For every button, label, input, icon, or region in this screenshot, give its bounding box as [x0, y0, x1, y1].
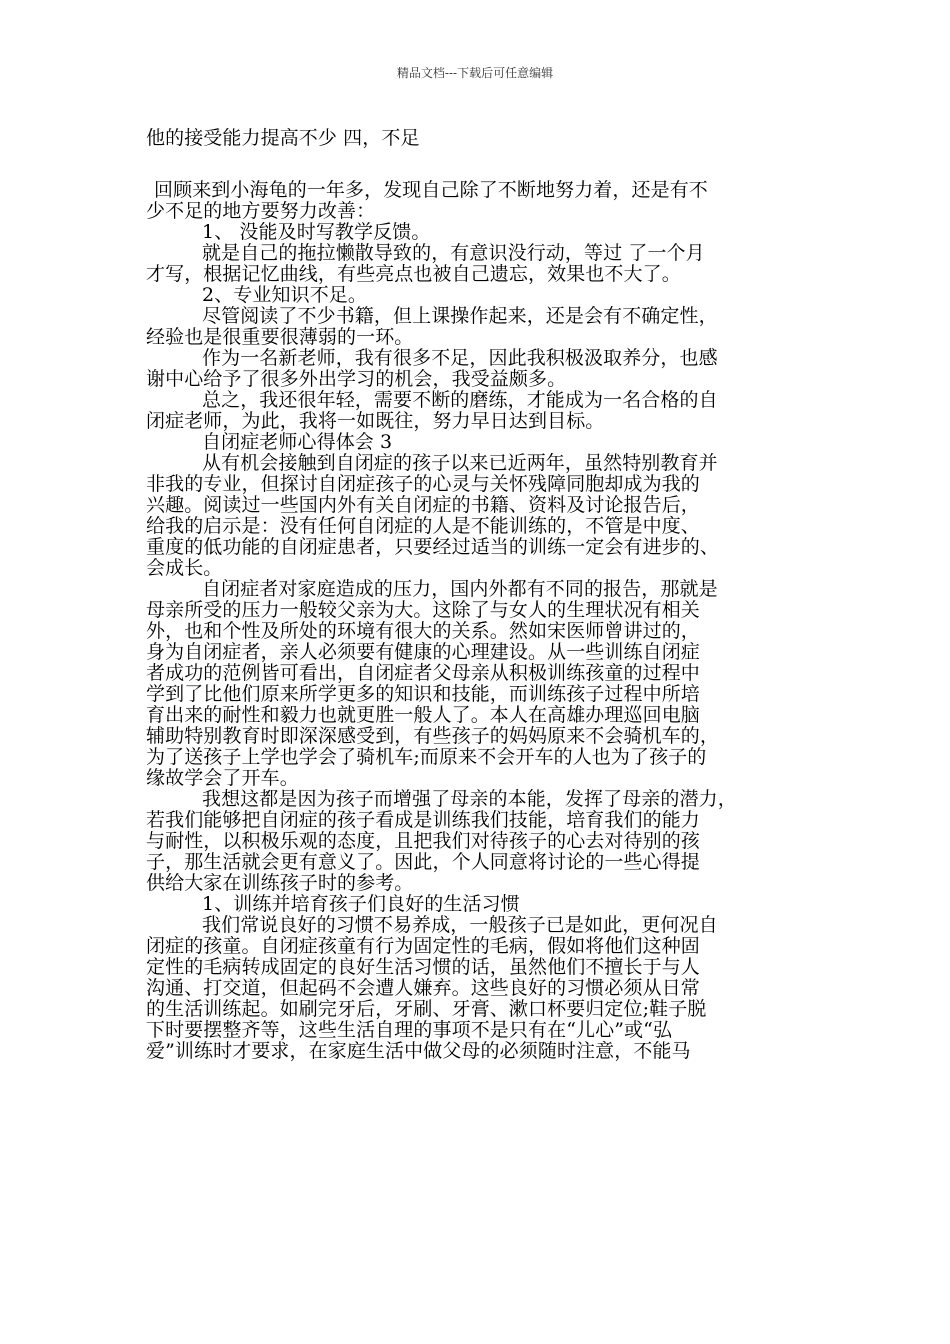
text-line: 与耐性，以积极乐观的态度，且把我们对待孩子的心去对待别的孩: [146, 830, 700, 852]
text-line: 闭症的孩童。自闭症孩童有行为固定性的毛病，假如将他们这种固: [146, 935, 700, 957]
text-line: 少不足的地方要努力改善：: [146, 200, 376, 222]
text-line: 缘故学会了开车。: [146, 767, 299, 789]
text-line: 重度的低功能的自闭症患者，只要经过适当的训练一定会有进步的、: [146, 536, 720, 558]
text-line: 谢中心给予了很多外出学习的机会，我受益颇多。: [146, 368, 567, 390]
text-line: 爱”训练时才要求，在家庭生活中做父母的必须随时注意，不能马: [146, 1040, 691, 1062]
text-line: 才写，根据记忆曲线，有些亮点也被自己遗忘，效果也不大了。: [146, 263, 681, 285]
text-line: 从有机会接触到自闭症的孩子以来已近两年，虽然特别教育并: [202, 452, 718, 474]
text-line: 沟通、打交道，但起码不会遭人嫌弃。这些良好的习惯必须从日常: [146, 977, 700, 999]
text-line: 的生活训练起。如刷完牙后，牙刷、牙膏、漱口杯要归定位;鞋子脱: [146, 998, 707, 1020]
text-line: 供给大家在训练孩子时的参考。: [146, 872, 414, 894]
text-line: 1、 没能及时写教学反馈。: [202, 221, 431, 243]
text-line: 总之，我还很年轻，需要不断的磨练，才能成为一名合格的自: [202, 389, 718, 411]
text-line: 闭症老师，为此，我将一如既往，努力早日达到目标。: [146, 410, 605, 432]
text-line: 自闭症者对家庭造成的压力，国内外都有不同的报告，那就是: [202, 578, 718, 600]
text-line: 若我们能够把自闭症的孩子看成是训练我们技能，培育我们的能力: [146, 809, 700, 831]
text-line: 经验也是很重要很薄弱的一环。: [146, 326, 414, 348]
text-line: 我们常说良好的习惯不易养成，一般孩子已是如此，更何况自: [202, 914, 718, 936]
text-line: 给我的启示是：没有任何自闭症的人是不能训练的，不管是中度、: [146, 515, 700, 537]
text-line: 1、训练并培育孩子们良好的生活习惯: [202, 893, 520, 915]
text-line: 学到了比他们原来所学更多的知识和技能，而训练孩子过程中所培: [146, 683, 700, 705]
text-line: 为了送孩子上学也学会了骑机车;而原来不会开车的人也为了孩子的: [146, 746, 707, 768]
text-line: 定性的毛病转成固定的良好生活习惯的话，虽然他们不擅长于与人: [146, 956, 700, 978]
text-line: 育出来的耐性和毅力也就更胜一般人了。本人在高雄办理巡回电脑: [146, 704, 700, 726]
page-header: 精品文档---下载后可任意编辑: [396, 66, 554, 80]
text-line: 尽管阅读了不少书籍，但上课操作起来，还是会有不确定性，: [202, 305, 718, 327]
text-line: 就是自己的拖拉懒散导致的，有意识没行动，等过 了一个月: [202, 242, 705, 264]
text-line: 他的接受能力提高不少 四，不足: [146, 127, 420, 149]
text-line: 作为一名新老师，我有很多不足，因此我积极汲取养分，也感: [202, 347, 718, 369]
text-line: 自闭症老师心得体会 3: [202, 431, 393, 453]
text-line: 身为自闭症者，亲人必须要有健康的心理建设。从一些训练自闭症: [146, 641, 700, 663]
text-line: 2、专业知识不足。: [202, 284, 367, 306]
text-line: 母亲所受的压力一般较父亲为大。这除了与女人的生理状况有相关: [146, 599, 700, 621]
text-line: 下时要摆整齐等，这些生活自理的事项不是只有在“儿心”或“弘: [146, 1019, 673, 1041]
document-body: [146, 128, 806, 1062]
text-line: 非我的专业，但探讨自闭症孩子的心灵与关怀残障同胞却成为我的: [146, 473, 700, 495]
text-line: 辅助特别教育时即深深感受到，有些孩子的妈妈原来不会骑机车的，: [146, 725, 720, 747]
text-line: 者成功的范例皆可看出，自闭症者父母亲从积极训练孩童的过程中: [146, 662, 700, 684]
paragraph-gap: [146, 149, 806, 180]
text-line: 子，那生活就会更有意义了。因此，个人同意将讨论的一些心得提: [146, 851, 700, 873]
text-line: 兴趣。阅读过一些国内外有关自闭症的书籍、资料及讨论报告后，: [146, 494, 700, 516]
text-line: 外，也和个性及所处的环境有很大的关系。然如宋医师曾讲过的，: [146, 620, 700, 642]
text-line: 会成长。: [146, 557, 223, 579]
text-line: 我想这都是因为孩子而增强了母亲的本能，发挥了母亲的潜力，: [202, 788, 737, 810]
text-line: 回顾来到小海龟的一年多，发现自己除了不断地努力着，还是有不: [154, 179, 708, 201]
